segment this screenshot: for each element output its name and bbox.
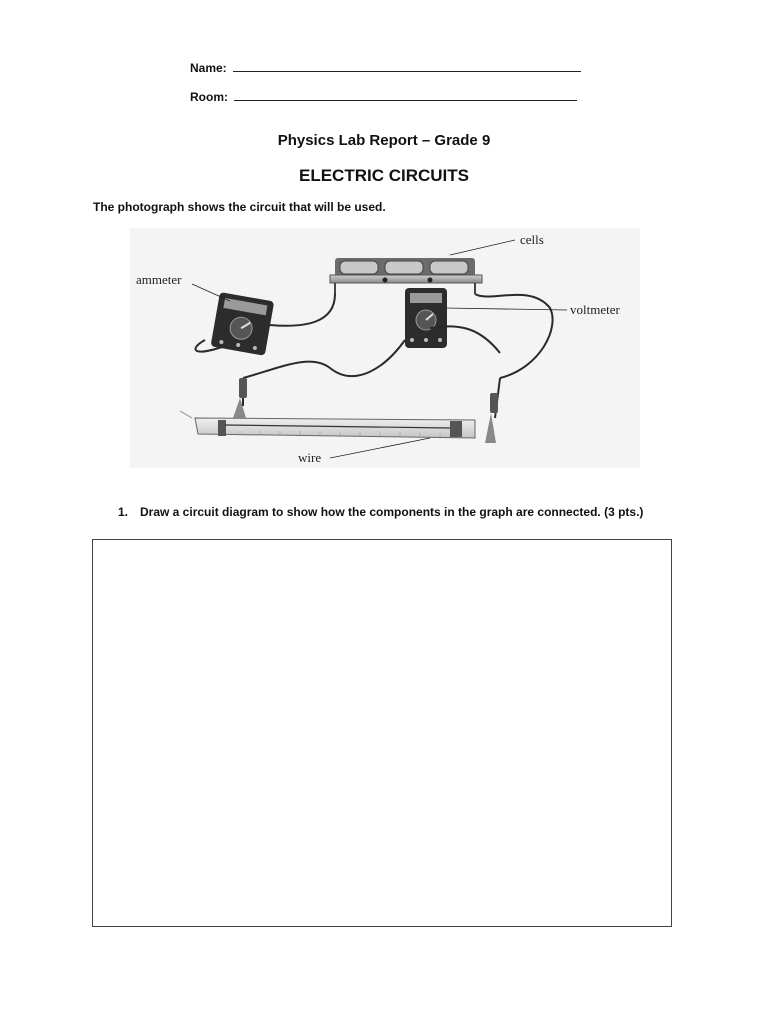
circuit-photograph	[130, 228, 640, 468]
answer-drawing-box[interactable]	[92, 539, 672, 927]
name-label: Name:	[190, 61, 227, 75]
room-label: Room:	[190, 90, 228, 104]
intro-text: The photograph shows the circuit that will be used.	[93, 200, 386, 214]
ammeter-device	[211, 292, 275, 356]
ammeter-label: ammeter	[136, 272, 182, 287]
page-title: ELECTRIC CIRCUITS	[299, 166, 469, 185]
question-number: 1.	[118, 505, 129, 519]
report-subtitle: Physics Lab Report – Grade 9	[277, 132, 491, 149]
name-field-row	[190, 60, 581, 75]
question-1	[118, 505, 643, 519]
wire-label: wire	[298, 450, 322, 465]
room-blank-line[interactable]	[234, 89, 577, 101]
voltmeter-label: voltmeter	[570, 302, 620, 317]
voltmeter-device	[405, 288, 447, 348]
question-text: Draw a circuit diagram to show how the components in the graph are connected. (3 pts.)	[140, 505, 644, 519]
name-blank-line[interactable]	[233, 60, 581, 72]
cells-label: cells	[520, 232, 544, 247]
room-field-row	[190, 89, 577, 104]
